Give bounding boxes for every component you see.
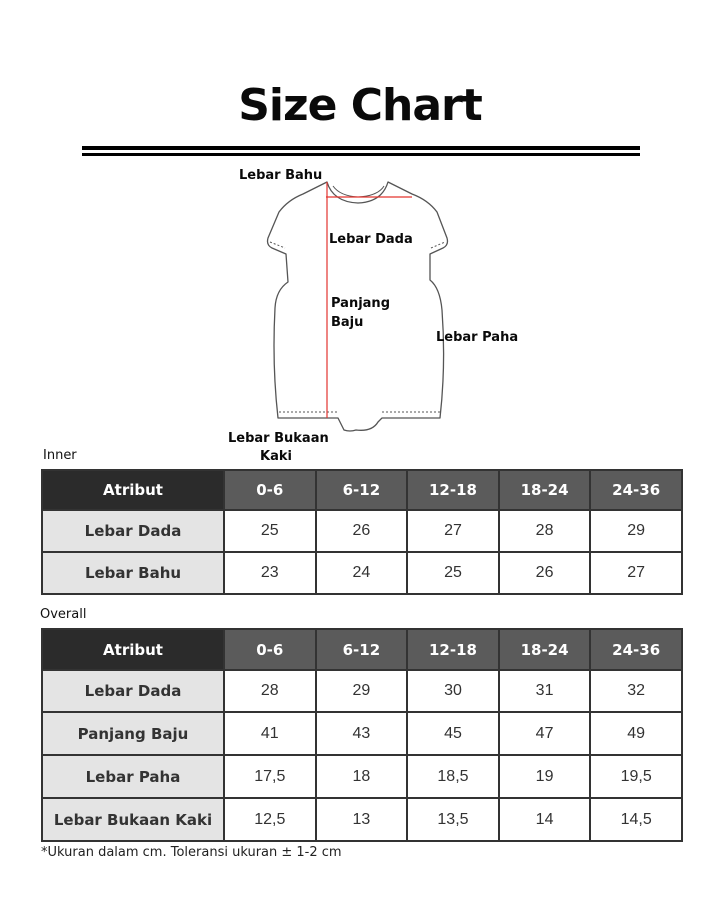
label-lebar-paha: Lebar Paha: [436, 330, 519, 345]
size-value: 14,5: [590, 798, 682, 841]
overall-header-cell: 6-12: [316, 629, 408, 670]
label-lebar-bahu: Lebar Bahu: [239, 168, 323, 183]
size-value: 29: [590, 510, 682, 552]
table-row: [42, 755, 682, 798]
row-attribute: Lebar Bukaan Kaki: [42, 798, 224, 841]
size-value: 26: [316, 510, 408, 552]
size-value: 28: [499, 510, 591, 552]
row-attribute: Lebar Dada: [42, 510, 224, 552]
overall-header-cell: 0-6: [224, 629, 316, 670]
label-lebar-bukaan-kaki-line1: Lebar Bukaan: [228, 431, 329, 446]
size-value: 26: [499, 552, 591, 594]
size-value: 41: [224, 712, 316, 755]
size-value: 47: [499, 712, 591, 755]
label-panjang-baju-line2: Baju: [331, 315, 364, 330]
table-row: [42, 798, 682, 841]
label-lebar-bukaan-kaki-line2: Kaki: [260, 449, 292, 464]
size-value: 45: [407, 712, 499, 755]
size-value: 19: [499, 755, 591, 798]
inner-header-cell: 24-36: [590, 470, 682, 510]
inner-header-cell: 12-18: [407, 470, 499, 510]
size-value: 17,5: [224, 755, 316, 798]
size-value: 27: [407, 510, 499, 552]
size-value: 31: [499, 670, 591, 712]
overall-section-label: Overall: [40, 607, 87, 622]
size-value: 29: [316, 670, 408, 712]
inner-header-cell: 0-6: [224, 470, 316, 510]
size-value: 27: [590, 552, 682, 594]
page-title: Size Chart: [238, 80, 482, 131]
overall-header-cell: 24-36: [590, 629, 682, 670]
row-attribute: Panjang Baju: [42, 712, 224, 755]
size-value: 24: [316, 552, 408, 594]
overall-size-table: [41, 628, 683, 842]
label-lebar-dada: Lebar Dada: [329, 232, 413, 247]
title-rule-bottom: [82, 153, 640, 156]
inner-section-label: Inner: [43, 448, 77, 463]
size-value: 32: [590, 670, 682, 712]
table-row: [42, 510, 682, 552]
inner-header-row: [42, 470, 682, 510]
size-value: 13: [316, 798, 408, 841]
overall-header-cell: 18-24: [499, 629, 591, 670]
size-value: 25: [407, 552, 499, 594]
size-value: 13,5: [407, 798, 499, 841]
collar-line: [333, 186, 384, 197]
title-rule-top: [82, 146, 640, 150]
inner-header-cell: Atribut: [42, 470, 224, 510]
size-value: 30: [407, 670, 499, 712]
overall-header-cell: Atribut: [42, 629, 224, 670]
size-value: 28: [224, 670, 316, 712]
footnote: *Ukuran dalam cm. Toleransi ukuran ± 1-2 cm: [41, 845, 342, 860]
row-attribute: Lebar Paha: [42, 755, 224, 798]
label-panjang-baju-line1: Panjang: [331, 296, 390, 311]
size-value: 25: [224, 510, 316, 552]
size-value: 18,5: [407, 755, 499, 798]
size-value: 43: [316, 712, 408, 755]
size-value: 18: [316, 755, 408, 798]
inner-size-table: [41, 469, 683, 595]
row-attribute: Lebar Bahu: [42, 552, 224, 594]
inner-header-cell: 18-24: [499, 470, 591, 510]
size-value: 23: [224, 552, 316, 594]
row-attribute: Lebar Dada: [42, 670, 224, 712]
table-row: [42, 552, 682, 594]
table-row: [42, 712, 682, 755]
size-value: 14: [499, 798, 591, 841]
size-value: 12,5: [224, 798, 316, 841]
table-row: [42, 670, 682, 712]
inner-header-cell: 6-12: [316, 470, 408, 510]
overall-header-cell: 12-18: [407, 629, 499, 670]
size-value: 19,5: [590, 755, 682, 798]
size-value: 49: [590, 712, 682, 755]
overall-header-row: [42, 629, 682, 670]
